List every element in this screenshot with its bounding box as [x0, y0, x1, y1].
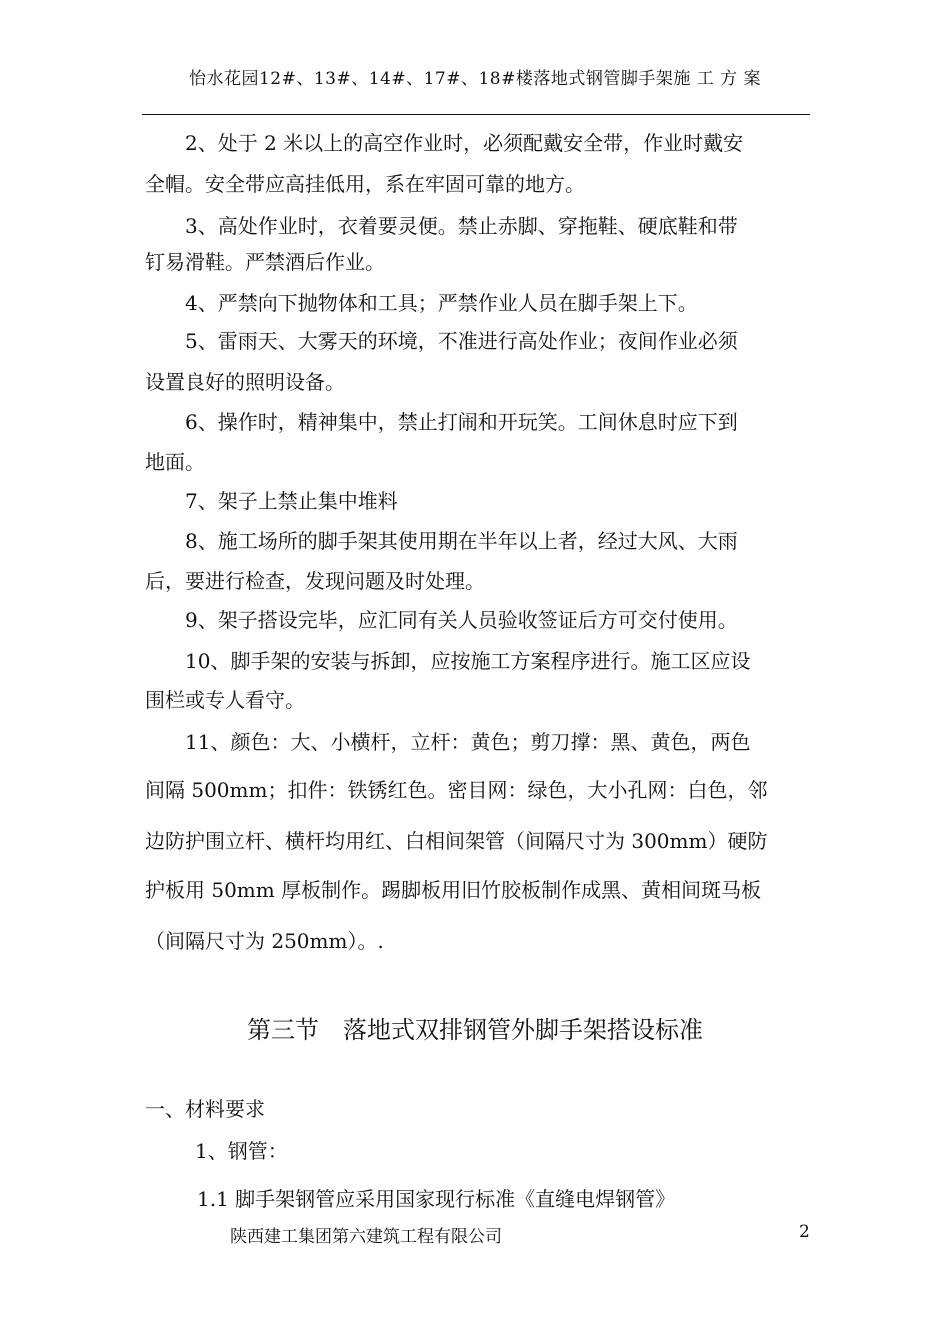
body-line: 2、处于 2 米以上的高空作业时，必须配戴安全带，作业时戴安: [145, 131, 744, 155]
body-line: 地面。: [145, 450, 205, 474]
item-text: 1.1 脚手架钢管应采用国家现行标准《直缝电焊钢管》: [197, 1187, 676, 1211]
page-header-title: 怡水花园12#、13#、14#、17#、18#楼落地式钢管脚手架施 工 方 案: [188, 69, 762, 89]
body-line: 3、高处作业时，衣着要灵便。禁止赤脚、穿拖鞋、硬底鞋和带: [145, 214, 738, 238]
body-line: 后，要进行检查，发现问题及时处理。: [145, 569, 485, 593]
body-line: 全帽。安全带应高挂低用，系在牢固可靠的地方。: [145, 172, 585, 196]
body-line: 10、脚手架的安装与拆卸，应按施工方案程序进行。施工区应设: [145, 649, 751, 673]
body-line: 7、架子上禁止集中堆料: [145, 489, 398, 513]
body-line: 间隔 500mm；扣件：铁锈红色。密目网：绿色，大小孔网：白色，邻: [145, 778, 768, 802]
page-number: 2: [799, 1222, 810, 1242]
subsection-heading: 一、材料要求: [145, 1097, 265, 1121]
body-line: 设置良好的照明设备。: [145, 370, 345, 394]
body-line: 8、施工场所的脚手架其使用期在半年以上者，经过大风、大雨: [145, 529, 738, 553]
header-divider: [142, 114, 810, 115]
body-line: 9、架子搭设完毕，应汇同有关人员验收签证后方可交付使用。: [145, 608, 738, 632]
body-line: 5、雷雨天、大雾天的环境，不准进行高处作业；夜间作业必须: [145, 329, 738, 353]
footer-company: 陕西建工集团第六建筑工程有限公司: [230, 1227, 502, 1247]
section-heading: 第三节 落地式双排钢管外脚手架搭设标准: [247, 1016, 703, 1044]
item-heading: 1、钢管：: [195, 1139, 288, 1163]
body-line: 围栏或专人看守。: [145, 688, 305, 712]
body-line: 4、严禁向下抛物体和工具；严禁作业人员在脚手架上下。: [145, 291, 698, 315]
body-line: （间隔尺寸为 250mm）。.: [145, 929, 384, 953]
body-line: 11、颜色：大、小横杆，立杆：黄色；剪刀撑：黑、黄色，两色: [145, 730, 751, 754]
body-line: 钉易滑鞋。严禁酒后作业。: [145, 250, 385, 274]
body-line: 护板用 50mm 厚板制作。踢脚板用旧竹胶板制作成黑、黄相间斑马板: [145, 878, 762, 902]
body-line: 6、操作时，精神集中，禁止打闹和开玩笑。工间休息时应下到: [145, 410, 738, 434]
body-line: 边防护围立杆、横杆均用红、白相间架管（间隔尺寸为 300mm）硬防: [145, 829, 768, 853]
